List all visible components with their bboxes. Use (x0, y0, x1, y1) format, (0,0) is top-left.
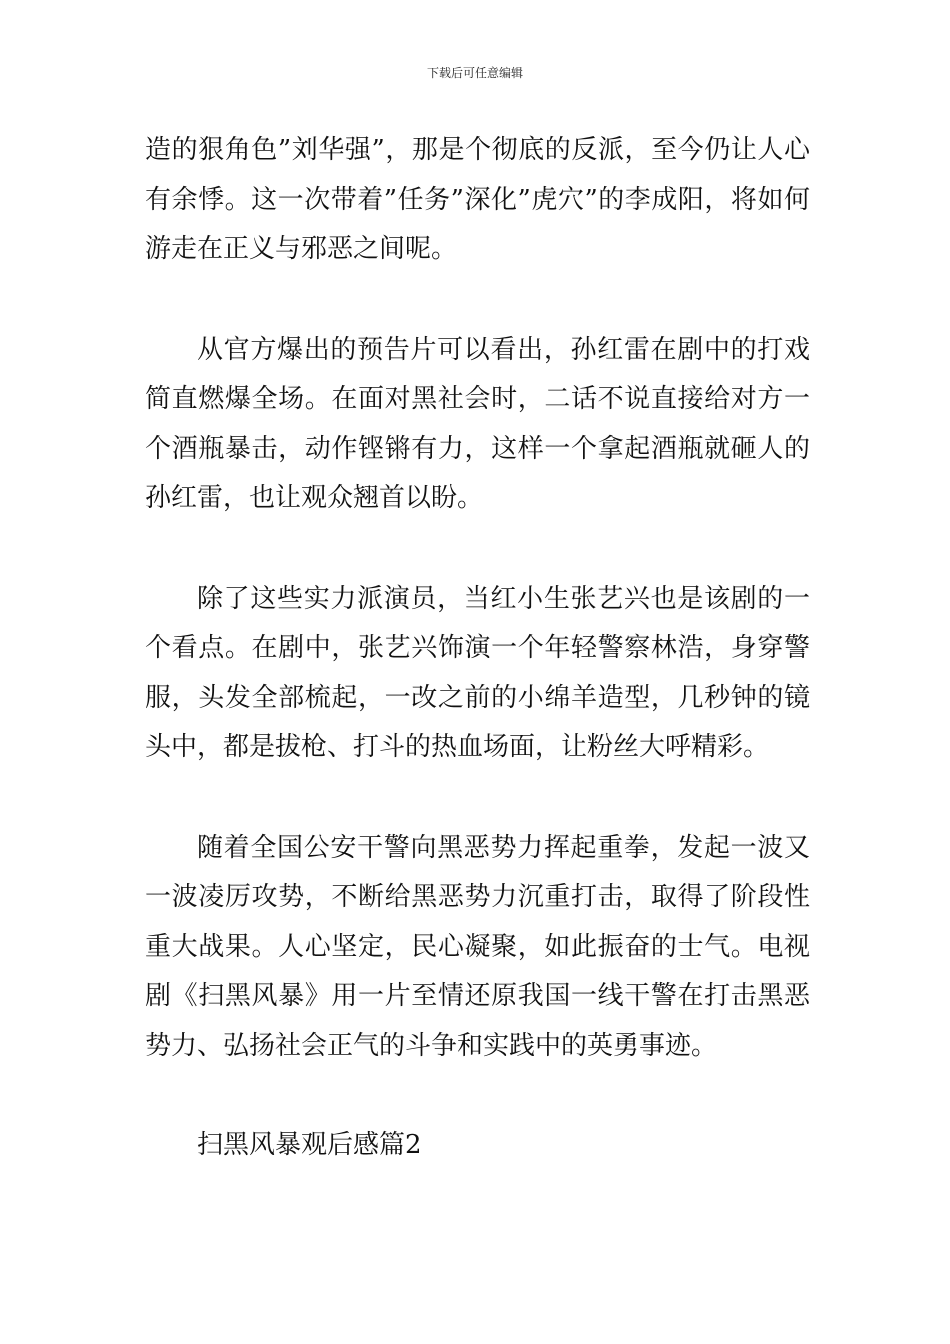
paragraph-actor: 除了这些实力派演员，当红小生张艺兴也是该剧的一个看点。在剧中，张艺兴饰演一个年轻警察林浩，身穿警服，头发全部梳起，一改之前的小绵羊造型，几秒钟的镜头中，都是拔枪、打斗的热血场面，让粉丝大呼精彩。 (145, 583, 810, 762)
page-header: 下载后可任意编辑 (426, 66, 523, 80)
paragraph-continued: 造的狠角色”刘华强”，那是个彻底的反派，至今仍让人心有余悸。这一次带着”任务”深化”虎穴”的李成阳，将如何游走在正义与邪恶之间呢。 (145, 135, 810, 264)
section-heading: 扫黑风暴观后感篇2 (197, 1130, 422, 1160)
document-body (145, 126, 810, 1171)
paragraph-summary: 随着全国公安干警向黑恶势力挥起重拳，发起一波又一波凌厉攻势，不断给黑恶势力沉重打击，取得了阶段性重大战果。人心坚定，民心凝聚，如此振奋的士气。电视剧《扫黑风暴》用一片至情还原我国一线干警在打击黑恶势力、弘扬社会正气的斗争和实践中的英勇事迹。 (145, 832, 810, 1061)
paragraph-trailer: 从官方爆出的预告片可以看出，孙红雷在剧中的打戏简直燃爆全场。在面对黑社会时，二话不说直接给对方一个酒瓶暴击，动作铿锵有力，这样一个拿起酒瓶就砸人的孙红雷，也让观众翘首以盼。 (145, 334, 810, 513)
